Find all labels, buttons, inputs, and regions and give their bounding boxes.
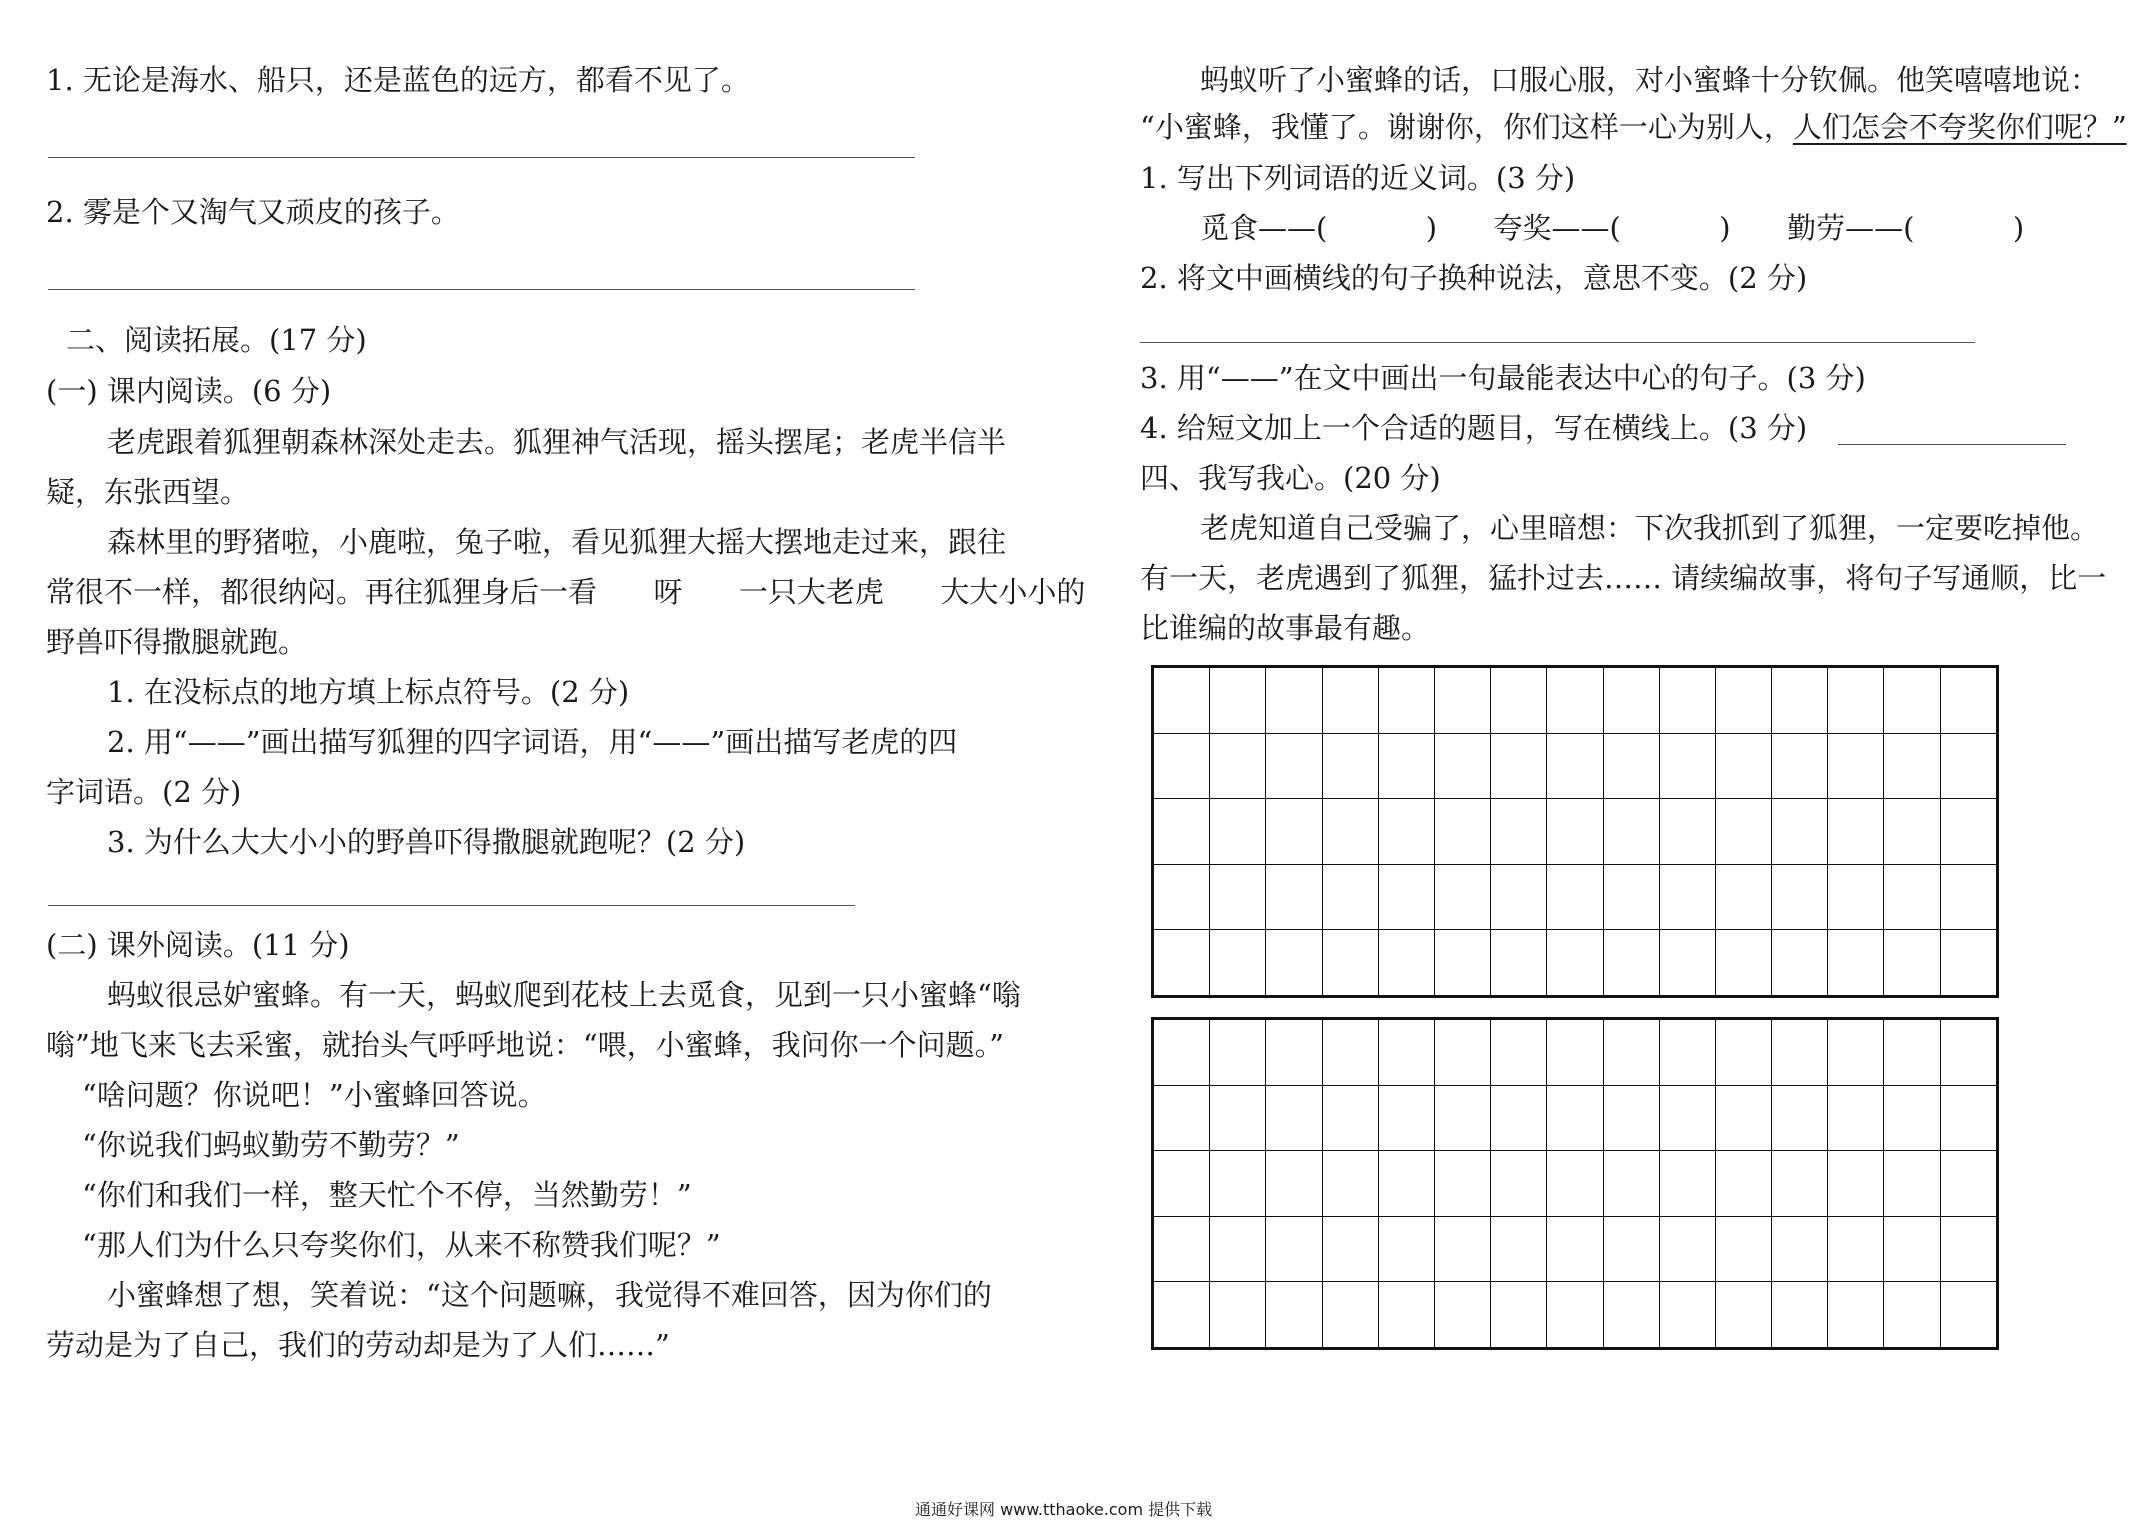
section-2-title: 二、阅读拓展。(17 分): [66, 323, 367, 357]
part-1-title: (一) 课内阅读。(6 分): [46, 374, 332, 408]
synonym-close: ): [2012, 211, 2025, 245]
right-question-4: 4. 给短文加上一个合适的题目，写在横线上。(3 分): [1140, 411, 1808, 445]
answer-line[interactable]: [1140, 342, 1975, 343]
writing-grid-1[interactable]: [1151, 665, 1999, 998]
part-2-title: (二) 课外阅读。(11 分): [46, 928, 350, 962]
question-1: 1. 无论是海水、船只，还是蓝色的远方，都看不见了。: [46, 63, 750, 97]
story-text: “小蜜蜂，我懂了。谢谢你，你们这样一心为别人，: [1140, 110, 1793, 144]
question-2: 2. 雾是个又淘气又顽皮的孩子。: [46, 195, 460, 229]
grid-table: [1153, 1019, 1997, 1348]
writing-prompt-line: 比谁编的故事最有趣。: [1140, 611, 1431, 645]
story-line: “你说我们蚂蚁勤劳不勤劳？”: [82, 1128, 460, 1162]
right-question-1: 1. 写出下列词语的近义词。(3 分): [1140, 161, 1576, 195]
story-continuation-line: 蚂蚁听了小蜜蜂的话，口服心服，对小蜜蜂十分钦佩。他笑嘻嘻地说：: [1200, 63, 2100, 97]
passage-1-line: 疑，东张西望。: [46, 475, 250, 509]
synonym-close: ): [1425, 211, 1438, 245]
synonym-item: 夸奖——(: [1493, 211, 1621, 245]
reading-question-1: 1. 在没标点的地方填上标点符号。(2 分): [107, 675, 630, 709]
footer-credit: 通通好课网 www.tthaoke.com 提供下载: [915, 1500, 1213, 1519]
story-line: 蚂蚁很忌妒蜜蜂。有一天，蚂蚁爬到花枝上去觅食，见到一只小蜜蜂“嗡: [107, 978, 1021, 1012]
title-answer-line[interactable]: [1838, 444, 2066, 445]
answer-line[interactable]: [48, 289, 915, 290]
writing-grid-2[interactable]: [1151, 1017, 1999, 1350]
passage-2-line: [46, 572, 1085, 612]
underlined-sentence: 人们怎会不夸奖你们呢？”: [1792, 110, 2127, 144]
story-line: “你们和我们一样，整天忙个不停，当然勤劳！”: [82, 1178, 692, 1212]
story-line: 劳动是为了自己，我们的劳动却是为了人们……”: [46, 1328, 670, 1362]
story-line: 嗡”地飞来飞去采蜜，就抬头气呼呼地说：“喂，小蜜蜂，我问你一个问题。”: [46, 1028, 1004, 1062]
passage-2-line: 森林里的野猪啦，小鹿啦，兔子啦，看见狐狸大摇大摆地走过来，跟往: [107, 525, 1007, 559]
story-line: “啥问题？你说吧！”小蜜蜂回答说。: [82, 1078, 547, 1112]
reading-question-3: 3. 为什么大大小小的野兽吓得撒腿就跑呢？(2 分): [107, 825, 746, 859]
writing-prompt-line: 有一天，老虎遇到了狐狸，猛扑过去…… 请续编故事，将句子写通顺，比一: [1140, 561, 2107, 595]
story-line: 小蜜蜂想了想，笑着说：“这个问题嘛，我觉得不难回答，因为你们的: [107, 1278, 992, 1312]
grid-table: [1153, 667, 1997, 996]
story-continuation-line: [1140, 107, 2127, 147]
passage-2-text: 呀: [653, 575, 683, 609]
reading-question-2: 2. 用“——”画出描写狐狸的四字词语，用“——”画出描写老虎的四: [107, 725, 958, 759]
right-question-2: 2. 将文中画横线的句子换种说法，意思不变。(2 分): [1140, 261, 1808, 295]
synonym-close: ): [1719, 211, 1731, 245]
answer-line[interactable]: [48, 157, 915, 158]
reading-question-2: 字词语。(2 分): [46, 775, 242, 809]
passage-2-text: 一只大老虎: [738, 575, 884, 609]
story-line: “那人们为什么只夸奖你们，从来不称赞我们呢？”: [82, 1228, 721, 1262]
section-4-title: 四、我写我心。(20 分): [1140, 461, 1441, 495]
synonym-item: 觅食——(: [1200, 211, 1328, 245]
answer-line[interactable]: [48, 905, 855, 906]
passage-1-line: 老虎跟着狐狸朝森林深处走去。狐狸神气活现，摇头摆尾；老虎半信半: [107, 425, 1007, 459]
right-question-3: 3. 用“——”在文中画出一句最能表达中心的句子。(3 分): [1140, 361, 1866, 395]
writing-prompt-line: 老虎知道自己受骗了，心里暗想：下次我抓到了狐狸，一定要吃掉他。: [1200, 511, 2100, 545]
passage-2-text: 常很不一样，都很纳闷。再往狐狸身后一看: [46, 575, 598, 609]
synonym-item: 勤劳——(: [1787, 211, 1915, 245]
passage-2-text: 大大小小的: [940, 575, 1086, 609]
passage-2-line: 野兽吓得撒腿就跑。: [46, 625, 308, 659]
synonym-row: [1200, 208, 2024, 248]
